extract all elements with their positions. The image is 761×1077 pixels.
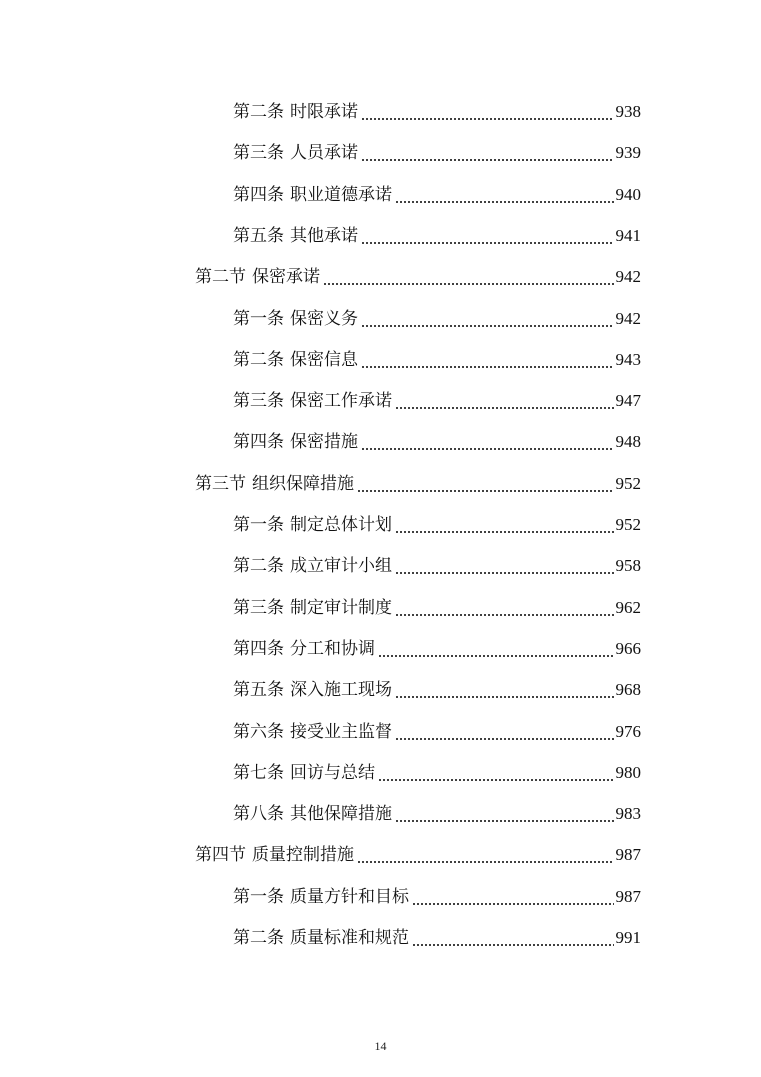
toc-entry-number: 第二条 xyxy=(233,350,284,370)
toc-entry[interactable] xyxy=(233,670,641,700)
toc-entry[interactable] xyxy=(233,794,641,824)
toc-entry-title xyxy=(233,102,358,122)
toc-entry-page: 966 xyxy=(615,639,641,658)
toc-entry-number: 第四条 xyxy=(233,185,284,205)
toc-entry-title xyxy=(233,598,392,618)
toc-entry-number: 第三节 xyxy=(195,474,246,494)
toc-entry-text: 组织保障措施 xyxy=(252,474,354,494)
toc-entry-number: 第一条 xyxy=(233,309,284,329)
toc-entry-page: 939 xyxy=(615,143,641,162)
toc-entry[interactable] xyxy=(233,381,641,411)
toc-entry-number: 第三条 xyxy=(233,143,284,163)
toc-entry-number: 第二条 xyxy=(233,556,284,576)
toc-entry-title xyxy=(233,185,392,205)
toc-entry-text: 成立审计小组 xyxy=(290,556,392,576)
toc-entry[interactable] xyxy=(233,588,641,618)
toc-dot-leader xyxy=(361,309,614,329)
toc-entry-text: 保密信息 xyxy=(290,350,358,370)
toc-entry-text: 接受业主监督 xyxy=(290,722,392,742)
toc-entry-text: 制定总体计划 xyxy=(290,515,392,535)
toc-entry-text: 保密工作承诺 xyxy=(290,391,392,411)
toc-entry[interactable] xyxy=(233,175,641,205)
toc-entry-title xyxy=(233,887,409,907)
toc-entry[interactable] xyxy=(233,299,641,329)
toc-entry[interactable] xyxy=(233,92,641,122)
toc-entry-page: 987 xyxy=(615,887,641,906)
toc-entry-text: 质量标准和规范 xyxy=(290,928,409,948)
toc-entry-text: 人员承诺 xyxy=(290,143,358,163)
toc-entry-title xyxy=(233,350,358,370)
toc-entry-number: 第四条 xyxy=(233,432,284,452)
toc-entry-number: 第五条 xyxy=(233,680,284,700)
toc-section-entry[interactable] xyxy=(195,835,641,865)
toc-entry-page: 942 xyxy=(615,309,641,328)
toc-dot-leader xyxy=(412,887,614,907)
toc-entry-page: 942 xyxy=(615,267,641,286)
toc-entry-page: 987 xyxy=(615,845,641,864)
toc-entry-page: 952 xyxy=(615,474,641,493)
toc-entry-page: 968 xyxy=(615,680,641,699)
toc-entry-number: 第八条 xyxy=(233,804,284,824)
toc-entry-page: 958 xyxy=(615,556,641,575)
toc-dot-leader xyxy=(378,763,614,783)
toc-entry-title xyxy=(233,515,392,535)
toc-entry-page: 980 xyxy=(615,763,641,782)
toc-dot-leader xyxy=(361,143,614,163)
toc-dot-leader xyxy=(395,598,614,618)
toc-entry-title xyxy=(195,474,354,494)
toc-entry-page: 943 xyxy=(615,350,641,369)
toc-entry-number: 第二条 xyxy=(233,102,284,122)
toc-entry-page: 991 xyxy=(615,928,641,947)
toc-entry[interactable] xyxy=(233,712,641,742)
toc-entry[interactable] xyxy=(233,918,641,948)
toc-entry-text: 分工和协调 xyxy=(290,639,375,659)
toc-entry-page: 983 xyxy=(615,804,641,823)
toc-dot-leader xyxy=(357,474,614,494)
toc-entry-text: 其他保障措施 xyxy=(290,804,392,824)
toc-entry-page: 941 xyxy=(615,226,641,245)
toc-dot-leader xyxy=(395,722,614,742)
toc-entry[interactable] xyxy=(233,753,641,783)
toc-entry-text: 质量方针和目标 xyxy=(290,887,409,907)
toc-dot-leader xyxy=(378,639,614,659)
toc-entry-title xyxy=(233,432,358,452)
toc-section-entry[interactable] xyxy=(195,257,641,287)
toc-dot-leader xyxy=(412,928,614,948)
toc-entry-text: 保密措施 xyxy=(290,432,358,452)
toc-entry-title xyxy=(233,804,392,824)
toc-entry-number: 第二条 xyxy=(233,928,284,948)
toc-entry-number: 第三条 xyxy=(233,598,284,618)
toc-dot-leader xyxy=(395,185,614,205)
toc-entry[interactable] xyxy=(233,629,641,659)
toc-entry-page: 940 xyxy=(615,185,641,204)
toc-dot-leader xyxy=(395,680,614,700)
toc-dot-leader xyxy=(361,350,614,370)
toc-dot-leader xyxy=(395,391,614,411)
toc-entry-text: 质量控制措施 xyxy=(252,845,354,865)
toc-dot-leader xyxy=(361,432,614,452)
toc-entry-title xyxy=(233,763,375,783)
toc-section-entry[interactable] xyxy=(195,464,641,494)
toc-entry-page: 948 xyxy=(615,432,641,451)
toc-entry[interactable] xyxy=(233,505,641,535)
toc-entry[interactable] xyxy=(233,216,641,246)
toc-entry[interactable] xyxy=(233,877,641,907)
toc-entry-title xyxy=(233,391,392,411)
toc-dot-leader xyxy=(323,267,614,287)
toc-entry-page: 947 xyxy=(615,391,641,410)
toc-entry-text: 回访与总结 xyxy=(290,763,375,783)
toc-dot-leader xyxy=(395,515,614,535)
toc-entry-page: 962 xyxy=(615,598,641,617)
toc-entry-text: 深入施工现场 xyxy=(290,680,392,700)
toc-entry-text: 其他承诺 xyxy=(290,226,358,246)
toc-entry-number: 第四节 xyxy=(195,845,246,865)
toc-entry-number: 第一条 xyxy=(233,515,284,535)
toc-entry-page: 976 xyxy=(615,722,641,741)
toc-entry-number: 第四条 xyxy=(233,639,284,659)
toc-entry-page: 938 xyxy=(615,102,641,121)
toc-entry-number: 第五条 xyxy=(233,226,284,246)
toc-dot-leader xyxy=(395,804,614,824)
toc-entry-title xyxy=(233,143,358,163)
toc-entry-title xyxy=(233,309,358,329)
toc-entry-title xyxy=(233,680,392,700)
toc-entry-text: 保密义务 xyxy=(290,309,358,329)
toc-entry[interactable] xyxy=(233,422,641,452)
toc-entry-title xyxy=(195,267,320,287)
page-number: 14 xyxy=(374,1039,387,1053)
toc-entry[interactable] xyxy=(233,133,641,163)
toc-entry-title xyxy=(233,639,375,659)
toc-entry-text: 时限承诺 xyxy=(290,102,358,122)
toc-entry-page: 952 xyxy=(615,515,641,534)
toc-entry-title xyxy=(195,845,354,865)
toc-entry-text: 制定审计制度 xyxy=(290,598,392,618)
toc-entry-title xyxy=(233,226,358,246)
toc-dot-leader xyxy=(357,845,614,865)
toc-dot-leader xyxy=(361,226,614,246)
toc-entry-text: 职业道德承诺 xyxy=(290,185,392,205)
toc-entry-number: 第三条 xyxy=(233,391,284,411)
toc-entry-text: 保密承诺 xyxy=(252,267,320,287)
toc-entry-number: 第七条 xyxy=(233,763,284,783)
toc-entry-title xyxy=(233,722,392,742)
toc-entry-title xyxy=(233,556,392,576)
toc-entry-number: 第一条 xyxy=(233,887,284,907)
toc-dot-leader xyxy=(395,556,614,576)
toc-entry[interactable] xyxy=(233,340,641,370)
toc-entry-title xyxy=(233,928,409,948)
toc-dot-leader xyxy=(361,102,614,122)
toc-entry[interactable] xyxy=(233,546,641,576)
toc-entry-number: 第二节 xyxy=(195,267,246,287)
toc-entry-number: 第六条 xyxy=(233,722,284,742)
